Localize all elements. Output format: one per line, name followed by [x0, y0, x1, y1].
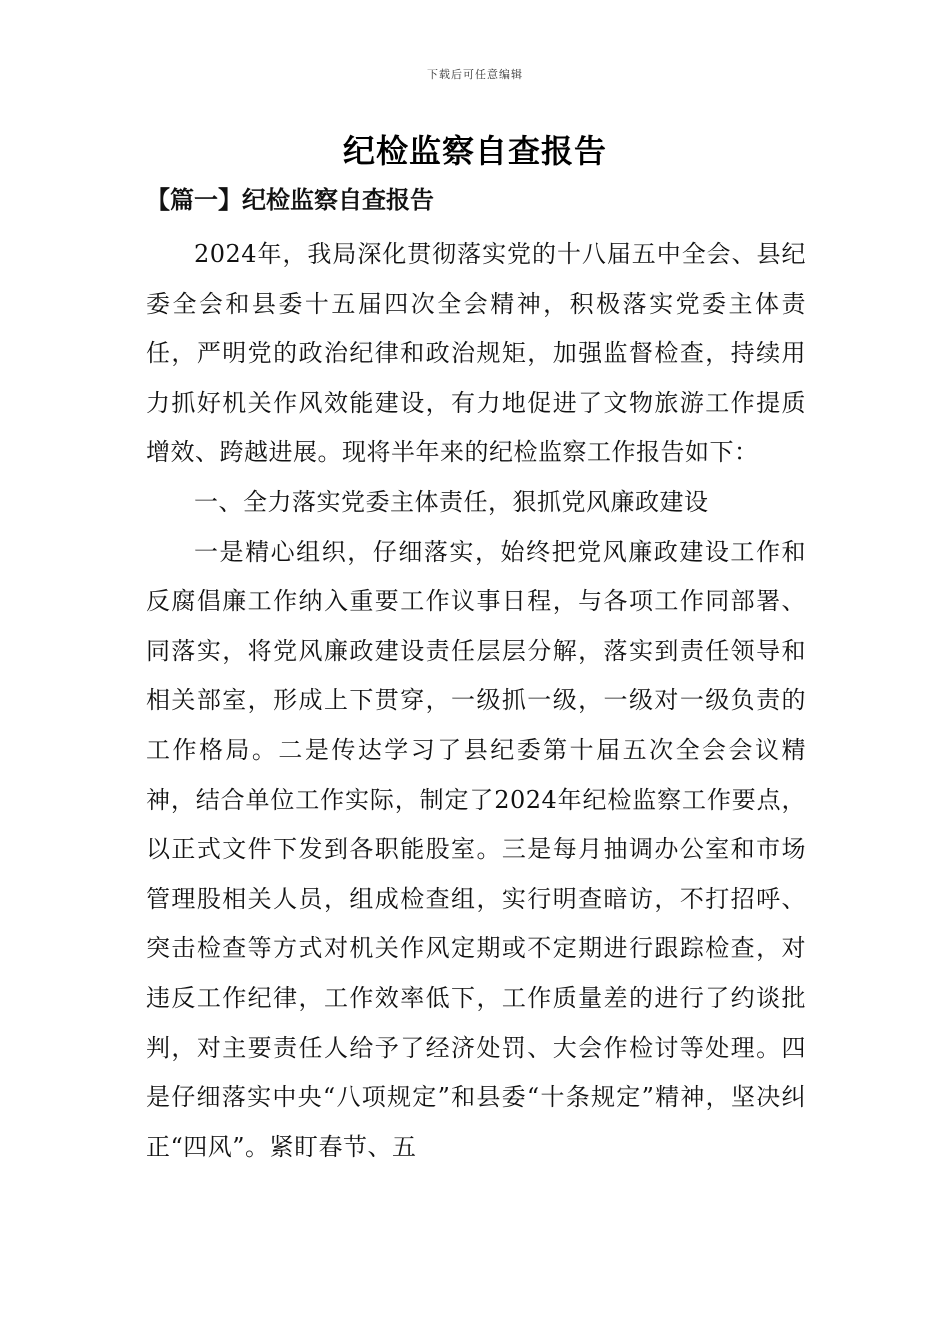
header-note: 下载后可任意编辑	[427, 68, 523, 81]
intro-paragraph: 2024年，我局深化贯彻落实党的十八届五中全会、县纪委全会和县委十五届四次全会精神，积极落实党委主体责任，严明党的政治纪律和政治规矩，加强监督检查，持续用力抓好机关作风效能建设，有力地促进了文物旅游工作提质增效、跨越进展。现将半年来的纪检监察工作报告如下：	[146, 240, 806, 467]
body-paragraph: 一是精心组织，仔细落实，始终把党风廉政建设工作和反腐倡廉工作纳入重要工作议事日程，与各项工作同部署、同落实，将党风廉政建设责任层层分解，落实到责任领导和相关部室，形成上下贯穿，一级抓一级，一级对一级负责的工作格局。二是传达学习了县纪委第十届五次全会会议精神，结合单位工作实际，制定了2024年纪检监察工作要点，以正式文件下发到各职能股室。三是每月抽调办公室和市场管理股相关人员，组成检查组，实行明查暗访，不打招呼、突击检查等方式对机关作风定期或不定期进行跟踪检查，对违反工作纪律，工作效率低下，工作质量差的进行了约谈批判，对主要责任人给予了经济处罚、大会作检讨等处理。四是仔细落实中央“八项规定”和县委“十条规定”精神，坚决纠正“四风”。紧盯春节、五	[146, 537, 806, 1161]
document-title: 纪检监察自查报告	[342, 132, 607, 170]
document-body	[146, 230, 806, 1172]
subheading-paragraph: 一、全力落实党委主体责任，狠抓党风廉政建设	[194, 487, 709, 516]
section-heading: 【篇一】纪检监察自查报告	[146, 185, 434, 214]
